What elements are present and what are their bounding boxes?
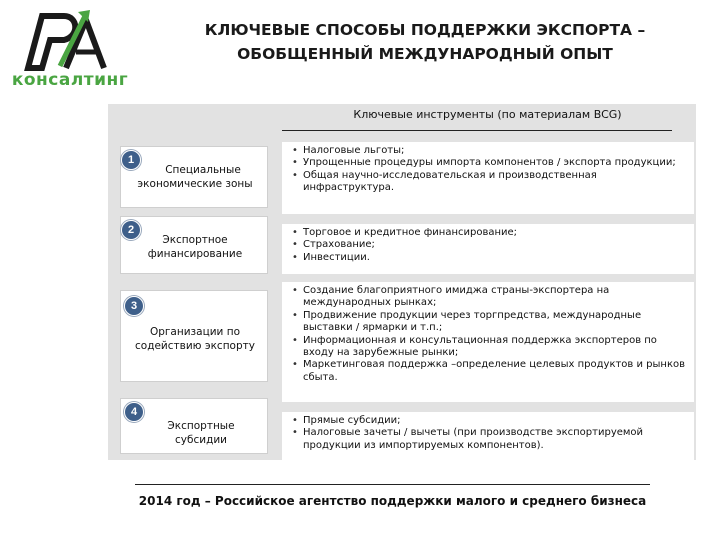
bullet-item: • Упрощенные процедуры импорта компонентов / экспорта продукции; [292,157,690,169]
bullet-item: • Информационная и консультационная поддержка экспортеров по входу на зарубежные рынки; [292,335,690,360]
bullet-item: • Инвестиции. [292,252,690,264]
number-badge-3: 3 [124,296,144,316]
bullet-list [282,282,694,387]
title-line-2: ОБОБЩЕННЫЙ МЕЖДУНАРОДНЫЙ ОПЫТ [237,45,613,63]
bullet-item: • Торговое и кредитное финансирование; [292,227,690,239]
bullet-item: • Общая научно-исследовательская и производственная инфраструктура. [292,170,690,195]
page-title [140,18,710,66]
bullet-item: • Продвижение продукции через торгпредства, международные выставки / ярмарки и т.п.; [292,310,690,335]
category-box-export-finance [120,216,268,274]
logo-wordmark: консалтинг [11,70,129,90]
category-label: Специальные экономические зоны [137,164,253,190]
number-badge-4: 4 [124,402,144,422]
section-subheading: Ключевые инструменты (по материалам BCG) [353,108,622,121]
footer-note: 2014 год – Российское агентство поддержки малого и среднего бизнеса [138,494,647,508]
bullet-item: • Прямые субсидии; [292,415,690,427]
category-box-sez [120,146,268,208]
bullet-item: • Создание благоприятного имиджа страны-экспортера на международных рынках; [292,285,690,310]
bullet-item: • Налоговые льготы; [292,145,690,157]
ra-monogram-icon [20,8,120,72]
bullet-box-export-promotion [282,282,694,402]
company-logo [6,8,134,88]
category-label: Экспортное финансирование [147,234,243,260]
bullet-list [282,412,694,455]
category-label: Организации по содействию экспорту [135,326,255,352]
bullet-item: • Страхование; [292,239,690,251]
bullet-item: • Налоговые зачеты / вычеты (при производстве экспортируемой продукции из импортируемых компонентов). [292,427,690,452]
bullet-box-sez [282,142,694,214]
number-badge-2: 2 [121,220,141,240]
category-label: Экспортные субсидии [167,420,235,446]
footer-divider [135,484,650,485]
bullet-item: • Маркетинговая поддержка –определение целевых продуктов и рынков сбыта. [292,359,690,384]
bullet-list [282,142,694,198]
bullet-box-export-subsidies [282,412,694,460]
bullet-box-export-finance [282,224,694,274]
title-line-1: КЛЮЧЕВЫЕ СПОСОБЫ ПОДДЕРЖКИ ЭКСПОРТА – [204,21,646,39]
number-badge-1: 1 [121,150,141,170]
subheading-divider [282,130,672,131]
bullet-list [282,224,694,267]
